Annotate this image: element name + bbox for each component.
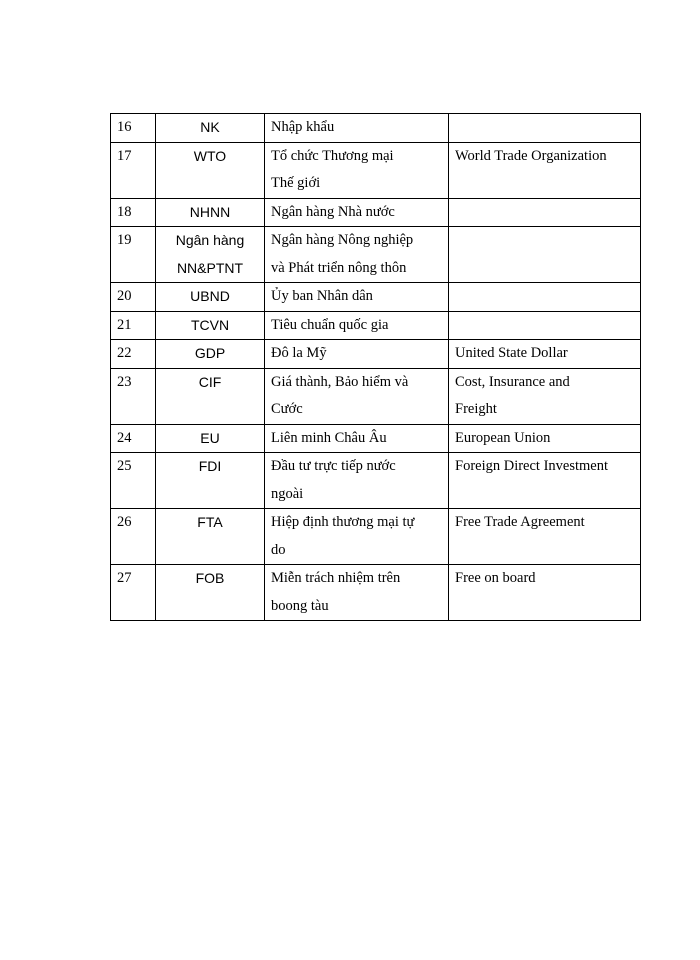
row-number: 25 [111,453,156,509]
abbreviation-cell: NHNN [156,198,265,227]
table-row [111,283,641,312]
table-row [111,114,641,143]
table-row [111,311,641,340]
vietnamese-meaning-cell: Nhập khẩu [265,114,449,143]
abbreviation-cell: NK [156,114,265,143]
vietnamese-meaning-cell: Tiêu chuẩn quốc gia [265,311,449,340]
table-row [111,227,641,283]
english-meaning-cell [449,311,641,340]
row-number: 23 [111,368,156,424]
vietnamese-meaning-cell: Đô la Mỹ [265,340,449,369]
table-row [111,368,641,424]
abbreviation-cell: FTA [156,509,265,565]
row-number: 17 [111,142,156,198]
vietnamese-meaning-cell: Đầu tư trực tiếp nước ngoài [265,453,449,509]
row-number: 24 [111,424,156,453]
vietnamese-meaning-cell: Giá thành, Bảo hiểm và Cước [265,368,449,424]
english-meaning-cell: World Trade Organization [449,142,641,198]
english-meaning-cell [449,227,641,283]
vietnamese-meaning-cell: Ngân hàng Nông nghiệp và Phát triển nông thôn [265,227,449,283]
english-meaning-cell: Free Trade Agreement [449,509,641,565]
abbreviation-cell: WTO [156,142,265,198]
table-row [111,424,641,453]
english-meaning-cell: Free on board [449,565,641,621]
table-row [111,340,641,369]
english-meaning-cell [449,114,641,143]
row-number: 16 [111,114,156,143]
row-number: 22 [111,340,156,369]
english-meaning-cell [449,198,641,227]
vietnamese-meaning-cell: Miễn trách nhiệm trên boong tàu [265,565,449,621]
abbreviation-cell: CIF [156,368,265,424]
row-number: 27 [111,565,156,621]
english-meaning-cell: United State Dollar [449,340,641,369]
abbreviation-cell: Ngân hàng NN&PTNT [156,227,265,283]
row-number: 18 [111,198,156,227]
table-row [111,453,641,509]
abbreviation-cell: FDI [156,453,265,509]
vietnamese-meaning-cell: Tổ chức Thương mại Thế giới [265,142,449,198]
table-row [111,565,641,621]
vietnamese-meaning-cell: Ngân hàng Nhà nước [265,198,449,227]
abbreviation-cell: FOB [156,565,265,621]
row-number: 20 [111,283,156,312]
table-row [111,142,641,198]
abbreviation-table [110,113,641,621]
abbreviation-cell: TCVN [156,311,265,340]
row-number: 21 [111,311,156,340]
table-row [111,509,641,565]
row-number: 26 [111,509,156,565]
row-number: 19 [111,227,156,283]
vietnamese-meaning-cell: Ủy ban Nhân dân [265,283,449,312]
english-meaning-cell: Cost, Insurance and Freight [449,368,641,424]
english-meaning-cell [449,283,641,312]
vietnamese-meaning-cell: Hiệp định thương mại tự do [265,509,449,565]
table-row [111,198,641,227]
vietnamese-meaning-cell: Liên minh Châu Âu [265,424,449,453]
abbreviation-cell: UBND [156,283,265,312]
abbreviation-cell: EU [156,424,265,453]
english-meaning-cell: European Union [449,424,641,453]
english-meaning-cell: Foreign Direct Investment [449,453,641,509]
abbreviation-cell: GDP [156,340,265,369]
